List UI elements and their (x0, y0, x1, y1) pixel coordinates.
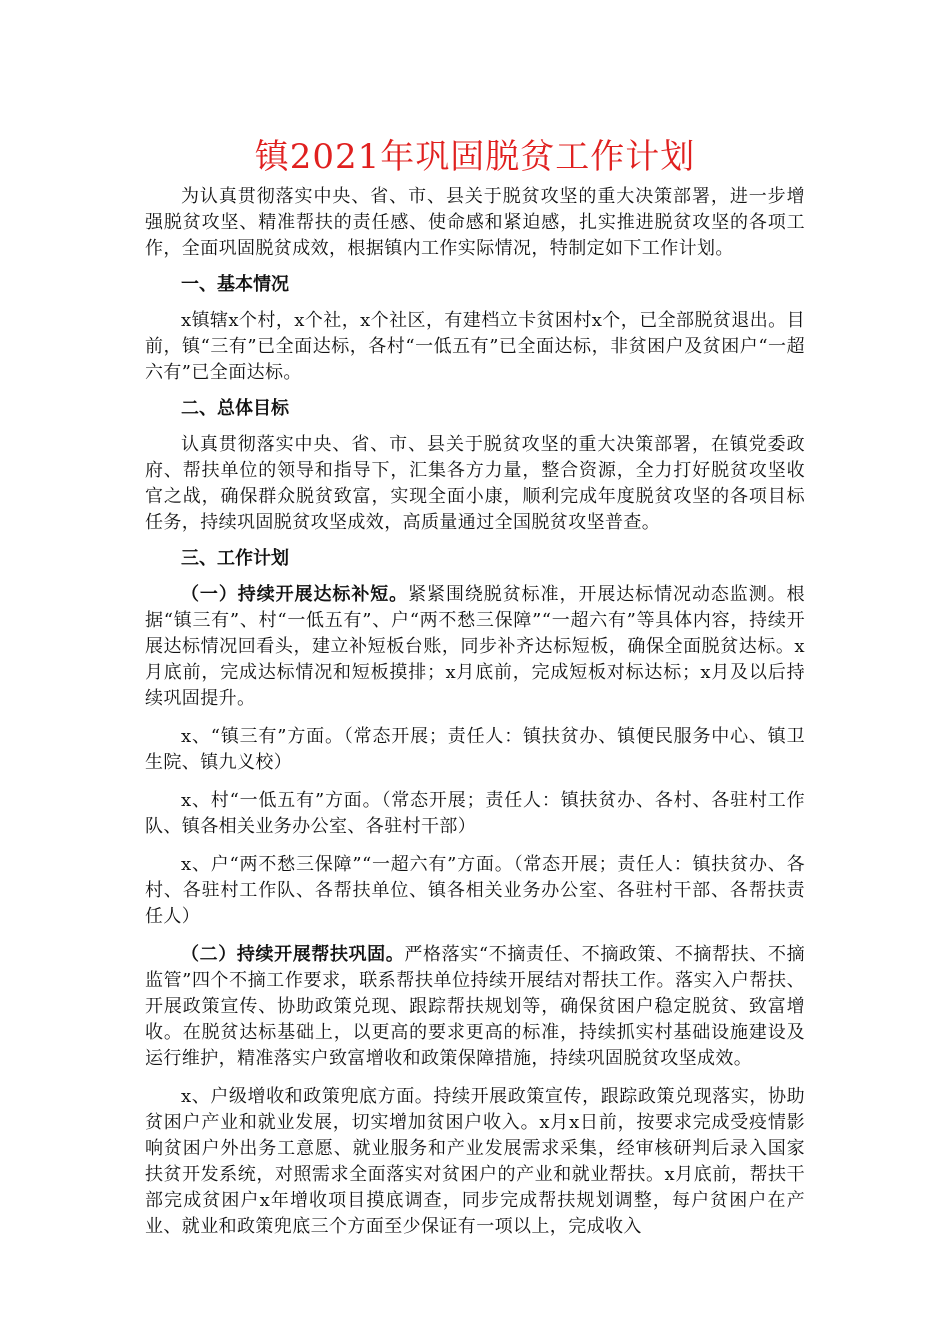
plan-item-2-text: 严格落实“不摘责任、不摘政策、不摘帮扶、不摘监管”四个不摘工作要求，联系帮扶单位持续开展结对帮扶工作。落实入户帮扶、开展政策宣传、协助政策兑现、跟踪帮扶规划等，确保贫困户稳定脱贫、致富增收。在脱贫达标基础上，以更高的要求更高的标准，持续抓实村基础设施建设及运行维护，精准落实户致富增收和政策保障措施，持续巩固脱贫攻坚成效。 (145, 944, 805, 1069)
plan-subitem-2: x、村“一低五有”方面。（常态开展；责任人：镇扶贫办、各村、各驻村工作队、镇各相关业务办公室、各驻村干部） (145, 790, 805, 837)
document-body (145, 184, 805, 1240)
intro-paragraph: 为认真贯彻落实中央、省、市、县关于脱贫攻坚的重大决策部署，进一步增强脱贫攻坚、精准帮扶的责任感、使命感和紧迫感，扎实推进脱贫攻坚的各项工作，全面巩固脱贫成效，根据镇内工作实际情况，特制定如下工作计划。 (145, 186, 805, 259)
plan-subitem-4: x、户级增收和政策兜底方面。持续开展政策宣传，跟踪政策兑现落实，协助贫困户产业和就业发展，切实增加贫困户收入。x月x日前，按要求完成受疫情影响贫困户外出务工意愿、就业服务和产业发展需求采集，经审核研判后录入国家扶贫开发系统，对照需求全面落实对贫困户的产业和就业帮扶。x月底前，帮扶干部完成贫困户x年增收项目摸底调查，同步完成帮扶规划调整，每户贫困户在产业、就业和政策兜底三个方面至少保证有一项以上，完成收入 (145, 1086, 805, 1237)
plan-item-2-lead: （二）持续开展帮扶巩固。 (181, 944, 405, 965)
section-text-goal: 认真贯彻落实中央、省、市、县关于脱贫攻坚的重大决策部署，在镇党委政府、帮扶单位的领导和指导下，汇集各方力量，整合资源，全力打好脱贫攻坚收官之战，确保群众脱贫致富，实现全面小康，顺利完成年度脱贫攻坚的各项目标任务，持续巩固脱贫攻坚成效，高质量通过全国脱贫攻坚普查。 (145, 434, 805, 533)
section-heading-basic: 一、基本情况 (181, 274, 289, 295)
plan-item-1 (145, 582, 805, 712)
section-text-basic: x镇辖x个村，x个社，x个社区，有建档立卡贫困村x个，已全部脱贫退出。目前，镇“三有”已全面达标，各村“一低五有”已全面达标，非贫困户及贫困户“一超六有”已全面达标。 (145, 310, 805, 383)
section-heading-plan: 三、工作计划 (181, 548, 289, 569)
plan-item-2 (145, 942, 805, 1072)
plan-item-1-text: 紧紧围绕脱贫标准，开展达标情况动态监测。根据“镇三有”、村“一低五有”、户“两不愁三保障”“一超六有”等具体内容，持续开展达标情况回看头，建立补短板台账，同步补齐达标短板，确保全面脱贫达标。x月底前，完成达标情况和短板摸排；x月底前，完成短板对标达标；x月及以后持续巩固提升。 (145, 584, 805, 709)
section-heading-goal: 二、总体目标 (181, 398, 289, 419)
plan-subitem-1: x、“镇三有”方面。（常态开展；责任人：镇扶贫办、镇便民服务中心、镇卫生院、镇九义校） (145, 726, 805, 773)
plan-subitem-3: x、户“两不愁三保障”“一超六有”方面。（常态开展；责任人：镇扶贫办、各村、各驻村工作队、各帮扶单位、镇各相关业务办公室、各驻村干部、各帮扶责任人） (145, 854, 805, 927)
document-title: 镇2021年巩固脱贫工作计划 (254, 137, 696, 177)
plan-item-1-lead: （一）持续开展达标补短。 (181, 584, 409, 605)
